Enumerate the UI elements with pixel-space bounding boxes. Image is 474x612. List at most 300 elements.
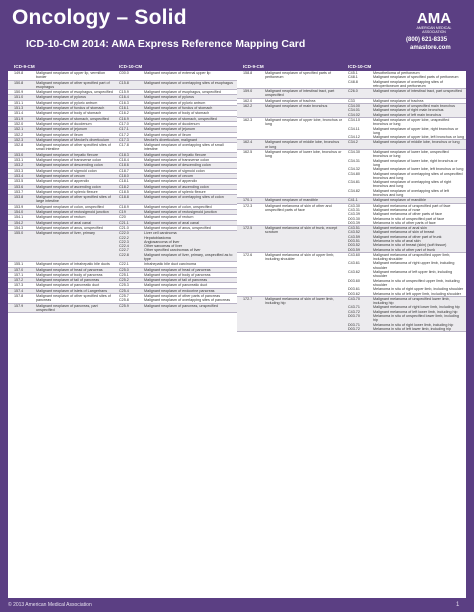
table-row xyxy=(237,150,466,198)
icd10-code: C18.2 xyxy=(119,184,129,189)
icd10-code: D03.52 xyxy=(348,243,360,248)
icd9-code: 151.1 xyxy=(14,100,24,105)
icd10-description: Melanoma in situ of anal skin xyxy=(373,238,421,243)
icd10-entry xyxy=(345,89,466,93)
icd10-code: C25.7 xyxy=(119,294,129,299)
icd9-entry xyxy=(8,262,237,266)
icd10-entry xyxy=(116,143,237,152)
icd9-entry xyxy=(8,117,237,121)
icd10-entry xyxy=(116,221,237,225)
icd10-code: C18.0 xyxy=(119,173,129,178)
icd10-description: Malignant neoplasm of right main bronchus xyxy=(373,108,444,113)
icd10-description: Malignant neoplasm of transverse colon xyxy=(144,158,210,163)
icd10-mappings xyxy=(116,143,237,152)
icd9-entry xyxy=(237,104,466,117)
icd10-mappings xyxy=(345,253,466,296)
icd9-code: 153.9 xyxy=(14,204,24,209)
icd9-entry xyxy=(8,185,237,189)
icd10-code: C00.0 xyxy=(119,71,129,75)
icd10-description: Malignant neoplasm of esophagus, unspecified xyxy=(144,90,221,95)
icd10-mappings xyxy=(345,140,466,149)
icd10-mappings xyxy=(116,283,237,287)
icd10-code: C48.1 xyxy=(348,75,358,80)
icd10-entry xyxy=(345,248,466,252)
icd10-code: C34.2 xyxy=(348,140,358,145)
icd10-description: Malignant neoplasm of overlapping sites of retroperitoneum and peritoneum xyxy=(373,79,443,88)
icd10-mappings xyxy=(345,118,466,139)
icd10-code: C22.8 xyxy=(119,252,129,257)
icd10-description: Malignant neoplasm of upper lobe, unspecified bronchus or lung xyxy=(373,117,450,127)
icd10-code: D03.72 xyxy=(348,326,360,331)
icd9-description: Malignant neoplasm of anus, unspecified xyxy=(36,225,103,230)
icd10-entry xyxy=(345,221,466,225)
icd9-description: Malignant neoplasm of head of pancreas xyxy=(36,267,103,272)
icd9-code: 162.3 xyxy=(243,117,253,122)
icd10-entry xyxy=(116,185,237,189)
icd9-code: 150.9 xyxy=(14,90,24,95)
icd9-description: Malignant neoplasm of splenic flexure xyxy=(36,189,98,194)
icd9-description: Malignant melanoma of skin of other and unspecified parts of face xyxy=(265,203,332,212)
icd10-description: Malignant melanoma of right upper limb, including shoulder xyxy=(373,261,455,270)
icd10-code: C17.2 xyxy=(119,132,129,137)
icd10-description: Malignant melanoma of other part of trunk xyxy=(373,234,442,239)
icd10-mappings xyxy=(116,304,237,313)
icd10-description: Malignant neoplasm of overlapping sites of esophagus xyxy=(144,80,233,85)
icd10-description: Malignant neoplasm of rectosigmoid junction xyxy=(144,210,217,215)
icd10-entry xyxy=(116,163,237,167)
table-row xyxy=(8,81,237,91)
icd9-entry xyxy=(8,179,237,183)
icd10-code: C22.2 xyxy=(119,235,129,240)
icd10-mappings xyxy=(116,215,237,219)
icd9-code: 172.6 xyxy=(243,252,253,257)
icd10-code: C16.9 xyxy=(119,116,129,121)
icd9-entry xyxy=(8,143,237,152)
icd10-code: C25.4 xyxy=(119,288,129,293)
icd10-description: Melanoma in situ of other parts of face xyxy=(373,220,436,225)
icd9-code: 151.9 xyxy=(14,116,24,121)
icd9-code: 152.3 xyxy=(14,137,24,142)
icd10-code: C16.3 xyxy=(119,100,129,105)
icd10-code: C34.10 xyxy=(348,117,360,122)
icd10-entry xyxy=(345,118,466,127)
icd10-code: C25.8 xyxy=(119,298,129,303)
icd9-entry xyxy=(8,95,237,99)
icd9-code: 162.4 xyxy=(243,140,253,145)
icd10-code: C43.61 xyxy=(348,261,360,266)
icd10-code: C34.31 xyxy=(348,158,360,163)
icd10-code: C48.8 xyxy=(348,79,358,84)
icd9-code: 153.5 xyxy=(14,179,24,184)
icd9-code: 155.1 xyxy=(14,262,24,267)
icd10-entry xyxy=(116,81,237,85)
table-row xyxy=(237,118,466,140)
icd10-description: Malignant neoplasm of pancreas, unspecified xyxy=(144,303,219,308)
icd10-entry xyxy=(116,298,237,302)
icd10-code: C18.9 xyxy=(119,204,129,209)
icd9-code: 153.3 xyxy=(14,168,24,173)
icd9-description: Malignant melanoma of skin of upper limb, including shoulder xyxy=(265,252,335,262)
icd10-description: Malignant neoplasm of lower lobe, unspecified bronchus or lung xyxy=(373,150,449,159)
icd9-description: Malignant neoplasm of intestinal tract, part unspecified xyxy=(265,89,335,98)
icd9-entry xyxy=(8,205,237,209)
icd9-code: 149.8 xyxy=(14,71,24,75)
icd10-description: Malignant neoplasm of overlapping sites of unspecified bronchus and lung xyxy=(373,171,463,180)
page-number: 1 xyxy=(456,602,460,608)
icd9-entry xyxy=(8,283,237,287)
icd9-entry xyxy=(237,297,466,331)
icd10-description: Malignant neoplasm of lower lobe, right bronchus or lung xyxy=(373,158,458,167)
icd9-code: 152.8 xyxy=(14,143,24,148)
icd10-description: Malignant neoplasm of cecum xyxy=(144,173,193,178)
icd10-description: Liver cell carcinoma xyxy=(144,231,177,236)
icd10-description: Malignant neoplasm of left main bronchus xyxy=(373,112,442,117)
icd9-entry xyxy=(237,118,466,139)
icd9-description: Malignant neoplasm of stomach, unspecified xyxy=(36,116,109,121)
ama-logo xyxy=(408,12,460,34)
icd9-code: 152.0 xyxy=(14,121,24,126)
icd10-description: Malignant neoplasm of body of pancreas xyxy=(144,272,211,277)
icd9-code: 153.6 xyxy=(14,184,24,189)
icd10-description: Malignant neoplasm of pyloric antrum xyxy=(144,100,206,105)
icd10-code: C18.3 xyxy=(119,152,129,157)
icd10-description: Malignant neoplasm of ileum xyxy=(144,132,191,137)
icd10-code: C18.1 xyxy=(119,179,129,184)
icd9-entry xyxy=(237,226,466,252)
icd10-description: Malignant neoplasm of specified parts of peritoneum xyxy=(373,75,459,80)
icd9-description: Malignant neoplasm of lower lobe, bronchus or lung xyxy=(265,150,342,159)
icd10-code: C22.1 xyxy=(119,262,129,267)
icd10-mappings xyxy=(116,81,237,90)
icd10-mappings xyxy=(116,190,237,194)
page-subtitle: ICD-10-CM 2014: AMA Express Reference Mapping Card xyxy=(26,38,306,50)
icd9-description: Malignant neoplasm of other specified sites of large intestine xyxy=(36,195,111,204)
icd10-mappings xyxy=(116,179,237,183)
icd10-code: C18.8 xyxy=(119,195,129,200)
icd9-entry xyxy=(8,153,237,157)
icd9-description: Malignant neoplasm of other specified sites of small intestine xyxy=(36,143,111,152)
icd10-code: D03.70 xyxy=(348,314,360,319)
icd10-description: Malignant neoplasm of pancreatic duct xyxy=(144,283,208,288)
icd9-code: 157.3 xyxy=(14,283,24,288)
icd9-description: Malignant melanoma of skin of trunk, except scrotum xyxy=(265,226,338,235)
icd9-entry xyxy=(237,71,466,88)
icd10-mappings xyxy=(345,150,466,197)
icd9-code: 157.1 xyxy=(14,272,24,277)
icd10-entry xyxy=(345,172,466,181)
icd9-entry xyxy=(8,111,237,115)
icd10-entry xyxy=(116,111,237,115)
icd10-mappings xyxy=(116,158,237,162)
icd9-description: Malignant neoplasm of tail of pancreas xyxy=(36,278,100,283)
icd10-code: C18.4 xyxy=(119,158,129,163)
icd10-code: C34.02 xyxy=(348,112,360,117)
icd10-description: Malignant neoplasm of splenic flexure xyxy=(144,189,206,194)
icd9-entry xyxy=(8,195,237,204)
icd10-description: Malignant neoplasm of jejunum xyxy=(144,127,196,132)
icd9-entry xyxy=(8,90,237,94)
icd9-code: 151.3 xyxy=(14,106,24,111)
table-row xyxy=(237,89,466,99)
icd10-mappings xyxy=(116,117,237,121)
icd10-code: C34.30 xyxy=(348,150,360,155)
icd9-code: 150.8 xyxy=(14,80,24,85)
icd10-entry xyxy=(116,71,237,75)
icd10-entry xyxy=(345,189,466,198)
icd10-code: C18.5 xyxy=(119,189,129,194)
icd10-entry xyxy=(116,195,237,199)
icd9-description: Malignant neoplasm of specified parts of peritoneum xyxy=(265,71,332,80)
icd10-description: Melanoma in situ of unspecified lower limb, including hip xyxy=(373,314,459,323)
icd10-description: Malignant neoplasm of unspecified main bronchus xyxy=(373,104,455,109)
icd10-description: Malignant neoplasm of liver, primary, unspecified as to type xyxy=(144,252,233,261)
icd10-code: C15.8 xyxy=(119,80,129,85)
icd9-code: 153.7 xyxy=(14,189,24,194)
icd9-entry xyxy=(8,231,237,261)
icd10-description: Mesothelioma of peritoneum xyxy=(373,71,420,75)
table-row xyxy=(237,226,466,253)
icd10-mappings xyxy=(116,138,237,142)
icd10-entry xyxy=(116,153,237,157)
icd10-code: C43.60 xyxy=(348,252,360,257)
icd10-code: C17.1 xyxy=(119,127,129,132)
icd9-code: 157.2 xyxy=(14,278,24,283)
icd10-entry xyxy=(116,106,237,110)
icd10-description: Malignant melanoma of nose xyxy=(373,207,421,212)
icd9-description: Malignant neoplasm of rectosigmoid junction xyxy=(36,210,109,215)
icd9-code: 159.0 xyxy=(243,89,253,94)
icd9-entry xyxy=(8,190,237,194)
table-row xyxy=(237,140,466,150)
icd10-description: Malignant neoplasm of lower lobe, left bronchus or lung xyxy=(373,167,464,172)
icd9-entry xyxy=(237,89,466,98)
icd10-entry xyxy=(116,122,237,126)
icd10-code: D03.60 xyxy=(348,278,360,283)
icd9-entry xyxy=(237,99,466,103)
icd10-code: C43.62 xyxy=(348,270,360,275)
icd9-code: 153.8 xyxy=(14,195,24,200)
icd9-header: ICD-9-CM xyxy=(14,64,35,69)
icd10-entry xyxy=(116,226,237,230)
icd10-description: Malignant neoplasm of endocrine pancreas xyxy=(144,288,215,293)
icd9-code: 172.7 xyxy=(243,296,253,301)
icd10-entry xyxy=(345,127,466,136)
page-title: Oncology – Solid xyxy=(12,6,187,29)
icd10-description: Melanoma in situ of left upper limb, including shoulder xyxy=(373,291,461,296)
icd9-entry xyxy=(8,210,237,214)
icd10-description: Malignant neoplasm of head of pancreas xyxy=(144,267,211,272)
icd9-description: Malignant neoplasm of descending colon xyxy=(36,163,103,168)
icd10-mappings xyxy=(345,297,466,331)
icd9-code: 170.1 xyxy=(243,198,253,203)
icd10-code: C17.8 xyxy=(119,143,129,148)
icd10-description: Malignant melanoma of anal skin xyxy=(373,226,427,231)
icd10-code: D03.71 xyxy=(348,322,360,327)
icd10-code: C18.7 xyxy=(119,168,129,173)
table-row xyxy=(237,297,466,332)
icd9-description: Malignant neoplasm of liver, primary xyxy=(36,231,96,236)
icd10-description: Melanoma in situ of left lower limb, including hip xyxy=(373,326,452,331)
icd9-description: Malignant neoplasm of pancreatic duct xyxy=(36,283,100,288)
icd10-mappings xyxy=(116,106,237,110)
icd10-code: C22.7 xyxy=(119,248,129,253)
icd10-code: C34.00 xyxy=(348,104,360,109)
icd9-code: 172.3 xyxy=(243,203,253,208)
icd9-entry xyxy=(8,169,237,173)
icd9-description: Malignant neoplasm of pylorus xyxy=(36,95,87,100)
icd10-entry xyxy=(116,273,237,277)
icd9-description: Malignant neoplasm of intrahepatic bile ducts xyxy=(36,262,110,267)
icd10-mappings xyxy=(116,294,237,303)
icd9-code: 162.5 xyxy=(243,150,253,155)
icd10-description: Malignant neoplasm of body of stomach xyxy=(144,111,210,116)
icd9-description: Malignant neoplasm of mandible xyxy=(265,198,319,203)
icd10-description: Malignant neoplasm of tail of pancreas xyxy=(144,278,208,283)
icd9-code: 151.4 xyxy=(14,111,24,116)
table-row xyxy=(237,204,466,226)
icd9-description: Malignant neoplasm of cecum xyxy=(36,173,85,178)
icd10-code: C25.3 xyxy=(119,283,129,288)
table-row xyxy=(8,294,237,304)
icd10-code: C17.3 xyxy=(119,137,129,142)
table-row xyxy=(237,71,466,89)
icd10-mappings xyxy=(345,89,466,98)
icd9-description: Malignant neoplasm of fundus of stomach xyxy=(36,106,105,111)
icd9-entry xyxy=(8,304,237,313)
icd10-entry xyxy=(116,205,237,209)
column-header xyxy=(237,62,466,71)
icd10-entry xyxy=(345,253,466,262)
icd10-mappings xyxy=(116,210,237,214)
icd9-entry xyxy=(237,140,466,149)
icd10-mappings xyxy=(116,90,237,94)
icd10-description: Intrahepatic bile duct carcinoma xyxy=(144,262,197,267)
icd10-entry xyxy=(345,113,466,117)
icd9-code: 158.8 xyxy=(243,71,253,75)
icd9-description: Malignant neoplasm of trachea xyxy=(265,98,316,103)
icd9-description: Malignant neoplasm of middle lobe, bronchus or lung xyxy=(265,140,340,149)
icd10-mappings xyxy=(345,198,466,202)
icd9-entry xyxy=(8,158,237,162)
logo-subtext: AMERICAN MEDICAL ASSOCIATION xyxy=(416,26,452,34)
icd10-entry xyxy=(116,90,237,94)
icd9-code: 151.0 xyxy=(14,95,24,100)
icd10-code: C19 xyxy=(119,210,126,215)
icd10-description: Melanoma in situ of right lower limb, including hip xyxy=(373,322,454,327)
icd10-mappings xyxy=(345,204,466,225)
icd9-entry xyxy=(8,215,237,219)
left-table-body xyxy=(8,71,237,313)
icd10-code: C25.0 xyxy=(119,267,129,272)
right-table-body xyxy=(237,71,466,332)
left-column xyxy=(8,62,237,313)
icd10-mappings xyxy=(116,268,237,272)
mapping-table xyxy=(8,62,466,598)
icd9-code: 157.4 xyxy=(14,288,24,293)
icd10-description: Malignant melanoma of unspecified upper limb, including shoulder xyxy=(373,252,451,262)
icd9-description: Malignant neoplasm of hepatic flexure xyxy=(36,152,99,157)
logo-wordmark: AMA xyxy=(416,10,452,27)
icd9-entry xyxy=(8,163,237,167)
copyright-text: © 2013 American Medical Association xyxy=(8,602,92,608)
icd10-entry xyxy=(116,95,237,99)
icd10-mappings xyxy=(345,226,466,252)
icd10-code: C21.1 xyxy=(119,220,129,225)
icd9-code: 162.0 xyxy=(243,98,253,103)
icd10-description: Malignant neoplasm of mandible xyxy=(373,198,427,203)
icd10-code: C16.2 xyxy=(119,111,129,116)
icd10-code: D03.62 xyxy=(348,291,360,296)
column-header xyxy=(8,62,237,71)
icd10-entry xyxy=(116,253,237,262)
icd10-code: C17.0 xyxy=(119,121,129,126)
icd10-description: Angiosarcoma of liver xyxy=(144,239,180,244)
icd10-entry xyxy=(345,140,466,144)
icd9-description: Malignant neoplasm of duodenum xyxy=(36,121,92,126)
icd10-entry xyxy=(345,99,466,103)
icd10-code: C22.0 xyxy=(119,231,129,236)
icd10-description: Malignant neoplasm of overlapping sites of pancreas xyxy=(144,298,231,303)
icd10-description: Malignant neoplasm of fundus of stomach xyxy=(144,106,213,111)
icd10-description: Malignant neoplasm of trachea xyxy=(373,98,424,103)
icd10-code: C16.4 xyxy=(119,95,129,100)
icd10-code: C43.51 xyxy=(348,226,360,231)
icd10-mappings xyxy=(116,226,237,230)
icd10-entry xyxy=(116,210,237,214)
icd10-entry xyxy=(116,262,237,266)
icd10-description: Malignant neoplasm of rectum xyxy=(144,215,194,220)
icd9-code: 153.4 xyxy=(14,173,24,178)
icd10-mappings xyxy=(116,205,237,209)
icd10-header: ICD-10-CM xyxy=(119,64,143,69)
right-column xyxy=(237,62,466,332)
icd10-code: C20 xyxy=(119,215,126,220)
icd10-entry xyxy=(116,133,237,137)
phone-number: (800) 621-8335 xyxy=(406,37,448,43)
table-row xyxy=(8,304,237,314)
icd10-description: Melanoma in situ of other part of trunk xyxy=(373,247,436,252)
table-row xyxy=(8,143,237,153)
icd10-description: Malignant neoplasm of middle lobe, bronchus or lung xyxy=(373,140,460,145)
icd10-description: Malignant melanoma of unspecified part of face xyxy=(373,203,451,208)
icd10-description: Other sarcomas of liver xyxy=(144,244,183,249)
icd10-description: Malignant neoplasm of descending colon xyxy=(144,163,211,168)
icd10-code: C34.32 xyxy=(348,167,360,172)
icd9-description: Malignant neoplasm of appendix xyxy=(36,179,90,184)
icd10-entry xyxy=(345,314,466,323)
website-link[interactable]: amastore.com xyxy=(410,45,451,51)
icd10-entry xyxy=(116,101,237,105)
icd10-mappings xyxy=(116,262,237,266)
icd10-description: Malignant neoplasm of anal canal xyxy=(144,220,199,225)
icd10-entry xyxy=(345,150,466,159)
icd9-code: 153.2 xyxy=(14,163,24,168)
icd10-description: Malignant melanoma of right lower limb, including hip xyxy=(373,305,460,310)
icd10-description: Malignant neoplasm of overlapping sites of left bronchus and lung xyxy=(373,188,449,198)
icd10-mappings xyxy=(116,133,237,137)
table-row xyxy=(8,71,237,81)
icd10-entry xyxy=(116,158,237,162)
icd9-entry xyxy=(8,294,237,303)
icd10-description: Melanoma in situ of unspecified part of face xyxy=(373,216,445,221)
icd9-entry xyxy=(8,174,237,178)
icd10-entry xyxy=(345,80,466,89)
icd10-mappings xyxy=(116,221,237,225)
icd10-code: D03.30 xyxy=(348,216,360,221)
icd10-code: C16.1 xyxy=(119,106,129,111)
icd9-entry xyxy=(8,106,237,110)
table-row xyxy=(8,195,237,205)
